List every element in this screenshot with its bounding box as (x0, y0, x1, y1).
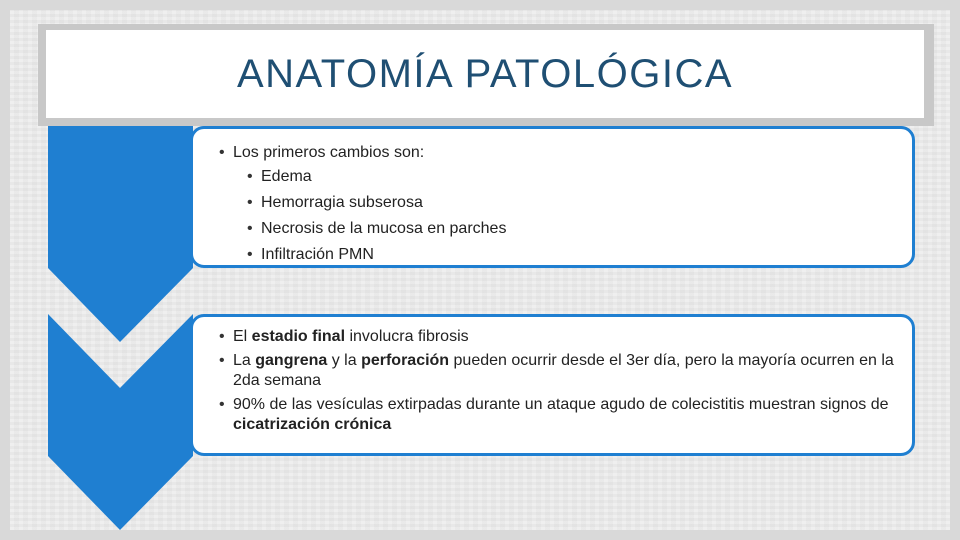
list-item (247, 245, 912, 265)
changes-card (190, 126, 915, 268)
text-fragment: y la (327, 352, 362, 369)
list-item (219, 395, 902, 435)
bold-term: gangrena (255, 352, 328, 369)
changes-intro: Los primeros cambios son: (233, 144, 425, 161)
text-fragment: pueden ocurrir desde el 3er día, pero la mayoría ocurren en la 2da semana (233, 352, 894, 389)
change-item: Infiltración PMN (261, 246, 374, 263)
changes-sublist (233, 167, 912, 265)
list-item (219, 143, 912, 265)
chevron-2 (48, 314, 193, 530)
slide-title: ANATOMÍA PATOLÓGICA (236, 51, 734, 96)
text-fragment: involucra fibrosis (345, 328, 469, 345)
bold-term: perforación (361, 352, 450, 369)
bold-term: estadio final (251, 328, 346, 345)
evolution-list (193, 317, 912, 435)
list-item (219, 351, 902, 391)
slide (10, 10, 950, 530)
list-item (247, 193, 912, 213)
chevron-1 (48, 126, 193, 342)
change-item: Edema (261, 168, 312, 185)
changes-list (193, 129, 912, 265)
list-item (247, 219, 912, 239)
text-fragment: 90% de las vesículas extirpadas durante un ataque agudo de colecistitis muestran signos de (233, 396, 889, 413)
change-item: Hemorragia subserosa (261, 194, 423, 211)
list-item (219, 327, 902, 347)
evolution-card (190, 314, 915, 456)
bold-term: cicatrización crónica (233, 416, 392, 433)
text-fragment: La (233, 352, 256, 369)
list-item (247, 167, 912, 187)
text-fragment: El (233, 328, 252, 345)
change-item: Necrosis de la mucosa en parches (261, 220, 507, 237)
